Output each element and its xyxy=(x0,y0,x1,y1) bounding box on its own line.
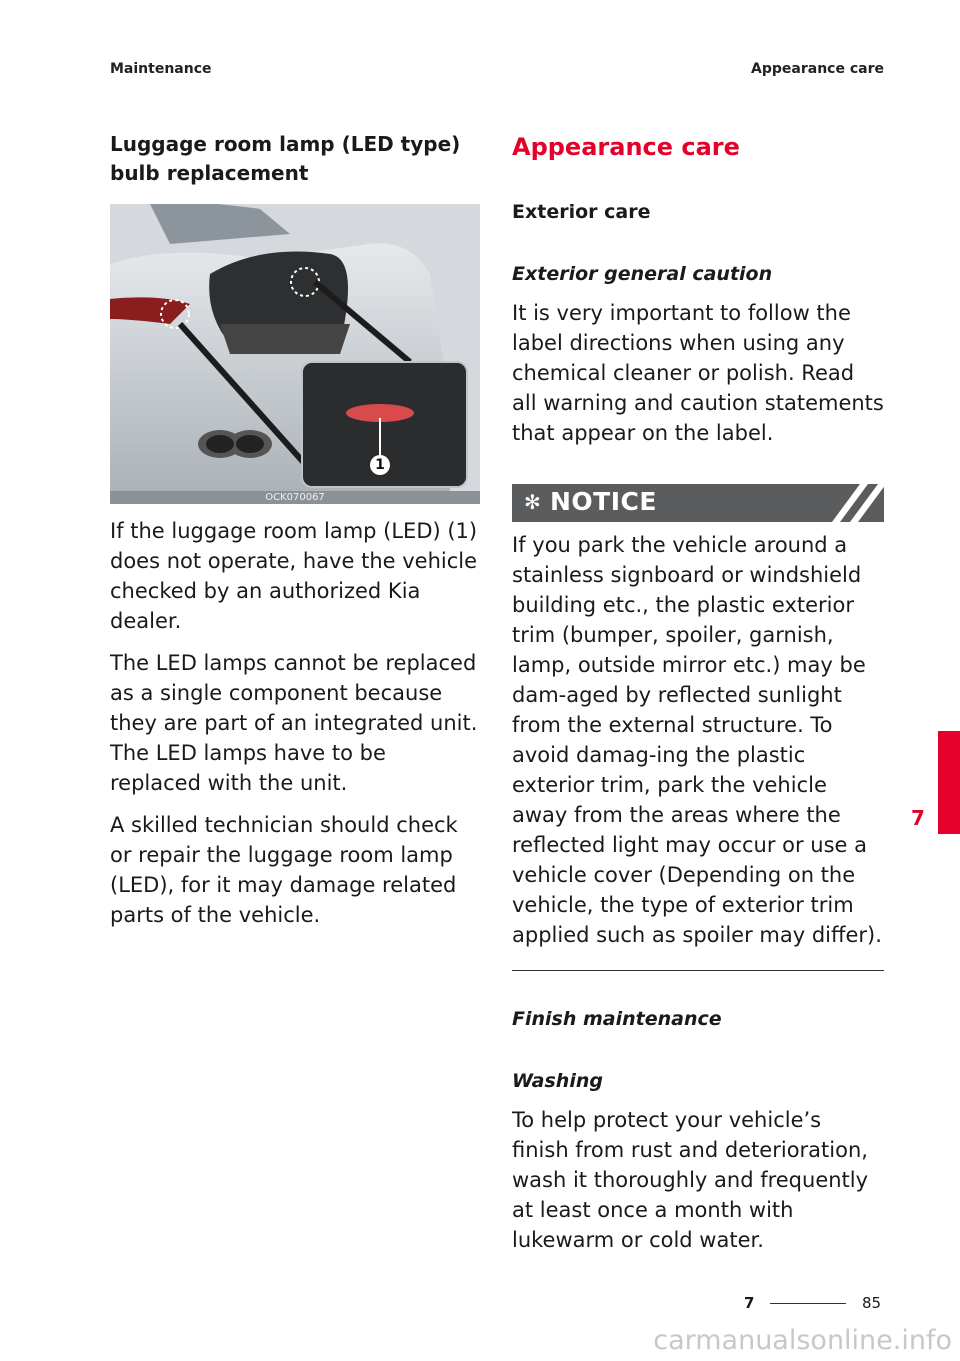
chapter-tab-number: 7 xyxy=(911,806,925,830)
washing-heading: Washing xyxy=(512,1070,603,1092)
right-column xyxy=(512,130,884,1255)
paragraph: A skilled technician should check or repair the luggage room lamp (LED), for it may damage related parts of the vehicle. xyxy=(110,813,458,927)
page-number: 85 xyxy=(862,1294,882,1312)
notice-banner xyxy=(512,484,884,522)
paragraph: To help protect your vehicle’s finish from rust and deterioration, wash it thoroughly and frequently at least once a month with lukewarm or cold water. xyxy=(512,1108,869,1252)
notice-star-icon: ✻ xyxy=(524,490,541,514)
notice-divider xyxy=(512,970,884,971)
footer-divider xyxy=(770,1303,846,1304)
notice-label: NOTICE xyxy=(550,487,657,516)
figure-code: OCK070067 xyxy=(110,491,480,504)
running-header-left: Maintenance xyxy=(110,61,212,77)
paragraph: It is very important to follow the label directions when using any chemical cleaner or polish. Read all warning and caution statements that appear on the label. xyxy=(512,301,884,445)
notice-slash-decoration-icon xyxy=(824,484,884,522)
left-column xyxy=(110,130,480,930)
chapter-section-title: Appearance care xyxy=(512,133,740,161)
footer-chapter: 7 xyxy=(744,1294,755,1312)
notice-text: If you park the vehicle around a stainless signboard or windshield building etc., the plastic exterior trim (bumper, spoiler, garnish, lamp, outside mirror etc.) may be dam-aged by reflected sunlight from the external structure. To avoid damag-ing the plastic exterior trim, park the vehicle away from the areas where the reflected light may occur or use a vehicle cover (Depending on the vehicle, the type of exterior trim applied such as spoiler may differ). xyxy=(512,533,882,947)
callout-number-1: 1 xyxy=(370,455,390,475)
running-header-right: Appearance care xyxy=(751,61,884,77)
exterior-care-heading: Exterior care xyxy=(512,201,651,223)
luggage-lamp-figure xyxy=(110,204,480,504)
paragraph: The LED lamps cannot be replaced as a single component because they are part of an integrated unit. The LED lamps have to be replaced with the unit. xyxy=(110,651,478,795)
watermark: carmanualsonline.info xyxy=(653,1325,952,1356)
exterior-general-caution-heading: Exterior general caution xyxy=(512,263,773,285)
section-title-luggage-lamp: Luggage room lamp (LED type) bulb replacement xyxy=(110,132,461,185)
car-trunk-illustration xyxy=(110,204,480,504)
finish-maintenance-heading: Finish maintenance xyxy=(512,1008,722,1030)
chapter-tab xyxy=(938,731,960,834)
paragraph: If the luggage room lamp (LED) (1) does not operate, have the vehicle checked by an authorized Kia dealer. xyxy=(110,519,478,633)
